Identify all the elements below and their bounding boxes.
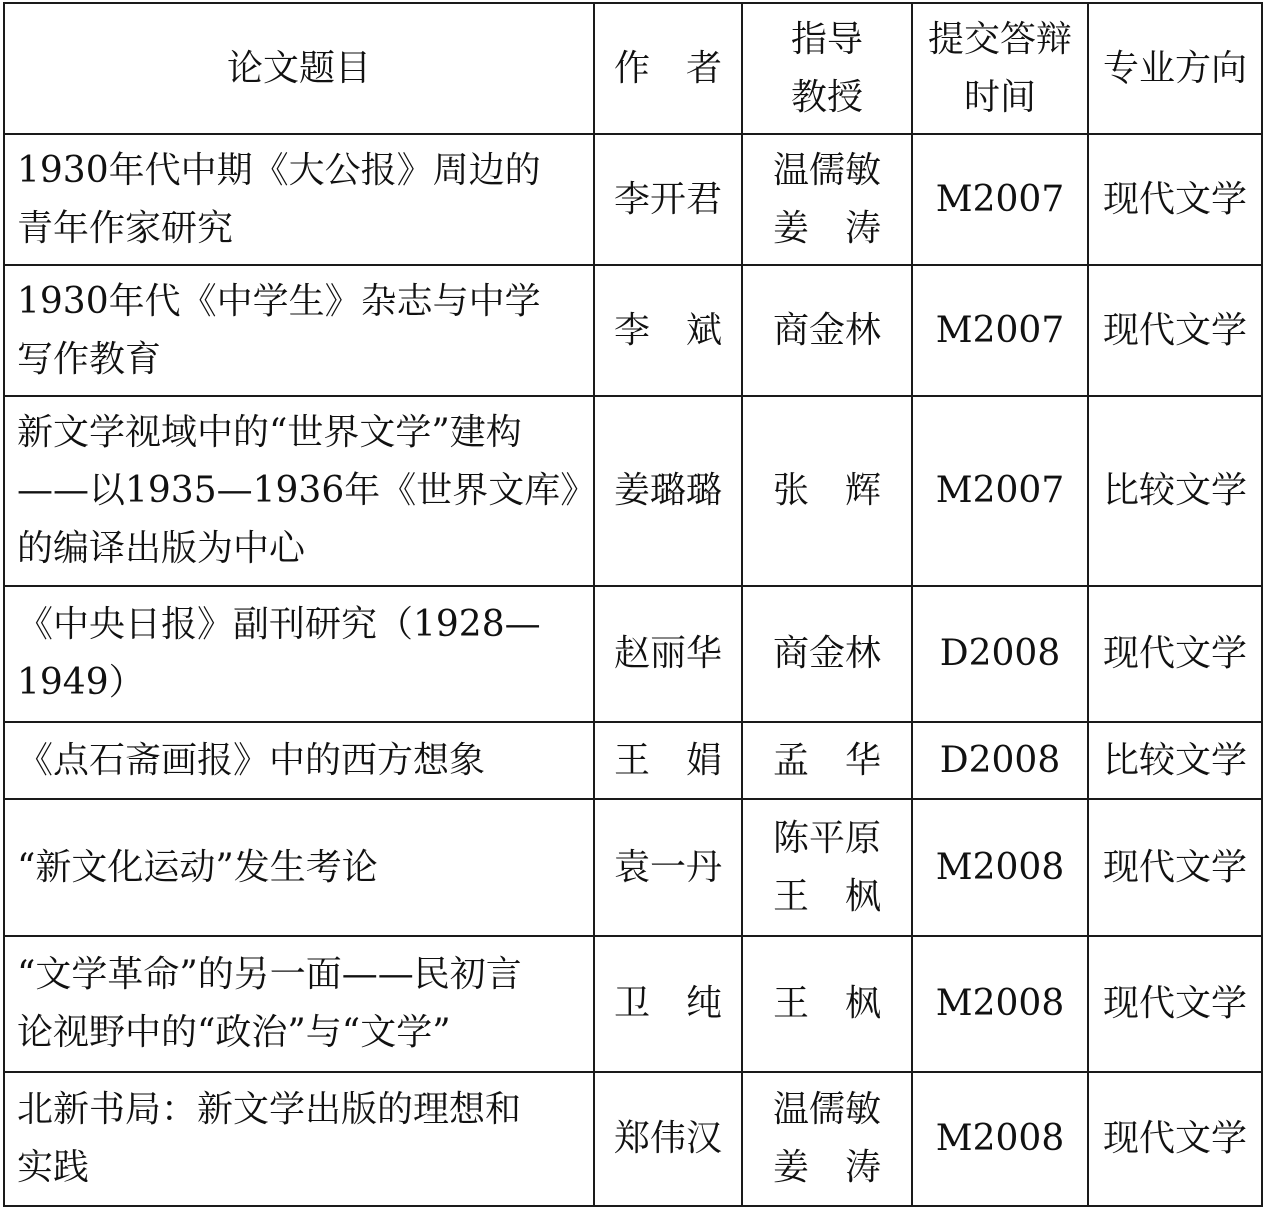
defense-date-cell: M2007: [912, 396, 1088, 586]
advisor-name: 姜 涛: [772, 1147, 881, 1188]
advisor-cell: [742, 722, 912, 799]
table-row: [4, 134, 1262, 265]
major-cell: 现代文学: [1088, 134, 1262, 265]
author-cell: 姜璐璐: [594, 396, 742, 586]
thesis-title-line: 的编译出版为中心: [17, 528, 306, 569]
advisor-name: 商金林: [772, 633, 881, 674]
table-row: [4, 936, 1262, 1072]
thesis-table: [3, 2, 1263, 1207]
advisor-cell: [742, 134, 912, 265]
table-row: [4, 722, 1262, 799]
header-advisor: [742, 3, 912, 134]
thesis-title-cell: [4, 722, 594, 799]
thesis-title-line: “文学革命”的另一面——民初言: [17, 954, 522, 995]
author-cell: 李开君: [594, 134, 742, 265]
advisor-name: 姜 涛: [772, 207, 881, 249]
header-title: 论文题目: [4, 3, 594, 134]
advisor-cell: [742, 265, 912, 396]
header-major: 专业方向: [1088, 3, 1262, 134]
author-cell: 王 娟: [594, 722, 742, 799]
thesis-title-line: ——以1935—1936年《世界文库》: [17, 470, 597, 511]
table-row: [4, 799, 1262, 936]
thesis-title-line: 《中央日报》副刊研究（1928—: [17, 604, 541, 645]
header-advisor-line1: 指导: [790, 18, 863, 60]
thesis-title-line: 1930年代中期《大公报》周边的: [17, 149, 541, 191]
table-row: [4, 265, 1262, 396]
defense-date-cell: M2007: [912, 265, 1088, 396]
thesis-title-line: 1949）: [17, 662, 145, 703]
defense-date-cell: M2008: [912, 936, 1088, 1072]
defense-date-cell: D2008: [912, 586, 1088, 722]
major-cell: 现代文学: [1088, 936, 1262, 1072]
major-cell: 现代文学: [1088, 799, 1262, 936]
defense-date-cell: D2008: [912, 722, 1088, 799]
header-advisor-line2: 教授: [790, 76, 863, 118]
advisor-cell: [742, 936, 912, 1072]
major-cell: 现代文学: [1088, 265, 1262, 396]
defense-date-cell: M2007: [912, 134, 1088, 265]
author-cell: 卫 纯: [594, 936, 742, 1072]
table-row: [4, 586, 1262, 722]
thesis-title-line: 论视野中的“政治”与“文学”: [17, 1012, 451, 1053]
advisor-name: 温儒敏: [772, 1089, 881, 1130]
thesis-title-line: 实践: [17, 1147, 90, 1188]
thesis-title-cell: [4, 265, 594, 396]
author-cell: 袁一丹: [594, 799, 742, 936]
header-defense-date: [912, 3, 1088, 134]
thesis-title-cell: [4, 1072, 594, 1206]
thesis-title-cell: [4, 936, 594, 1072]
thesis-title-line: 青年作家研究: [17, 207, 234, 249]
advisor-cell: [742, 396, 912, 586]
thesis-title-line: “新文化运动”发生考论: [17, 846, 378, 888]
header-row: [4, 3, 1262, 134]
advisor-cell: [742, 799, 912, 936]
advisor-name: 商金林: [772, 309, 881, 351]
thesis-title-line: 北新书局：新文学出版的理想和: [17, 1089, 522, 1130]
advisor-name: 陈平原: [772, 817, 881, 859]
advisor-name: 温儒敏: [772, 149, 881, 191]
defense-date-cell: M2008: [912, 1072, 1088, 1206]
author-cell: 赵丽华: [594, 586, 742, 722]
header-date-line2: 时间: [963, 76, 1036, 118]
header-author: 作 者: [594, 3, 742, 134]
major-cell: 比较文学: [1088, 396, 1262, 586]
advisor-cell: [742, 586, 912, 722]
major-cell: 现代文学: [1088, 586, 1262, 722]
author-cell: 李 斌: [594, 265, 742, 396]
thesis-title-cell: [4, 586, 594, 722]
advisor-cell: [742, 1072, 912, 1206]
table-row: [4, 396, 1262, 586]
thesis-title-cell: [4, 134, 594, 265]
thesis-title-line: 写作教育: [17, 338, 162, 380]
defense-date-cell: M2008: [912, 799, 1088, 936]
thesis-title-line: 《点石斋画报》中的西方想象: [17, 739, 486, 781]
thesis-title-cell: [4, 396, 597, 586]
advisor-name: 王 枫: [772, 983, 881, 1024]
author-cell: 郑伟汉: [594, 1072, 742, 1206]
major-cell: 现代文学: [1088, 1072, 1262, 1206]
major-cell: 比较文学: [1088, 722, 1262, 799]
thesis-title-line: 1930年代《中学生》杂志与中学: [17, 280, 541, 322]
advisor-name: 孟 华: [772, 739, 881, 781]
advisor-name: 王 枫: [772, 875, 881, 917]
thesis-title-line: 新文学视域中的“世界文学”建构: [17, 412, 522, 453]
table-row: [4, 1072, 1262, 1206]
thesis-title-cell: [4, 799, 594, 936]
advisor-name: 张 辉: [772, 470, 881, 511]
header-date-line1: 提交答辩: [927, 18, 1072, 60]
